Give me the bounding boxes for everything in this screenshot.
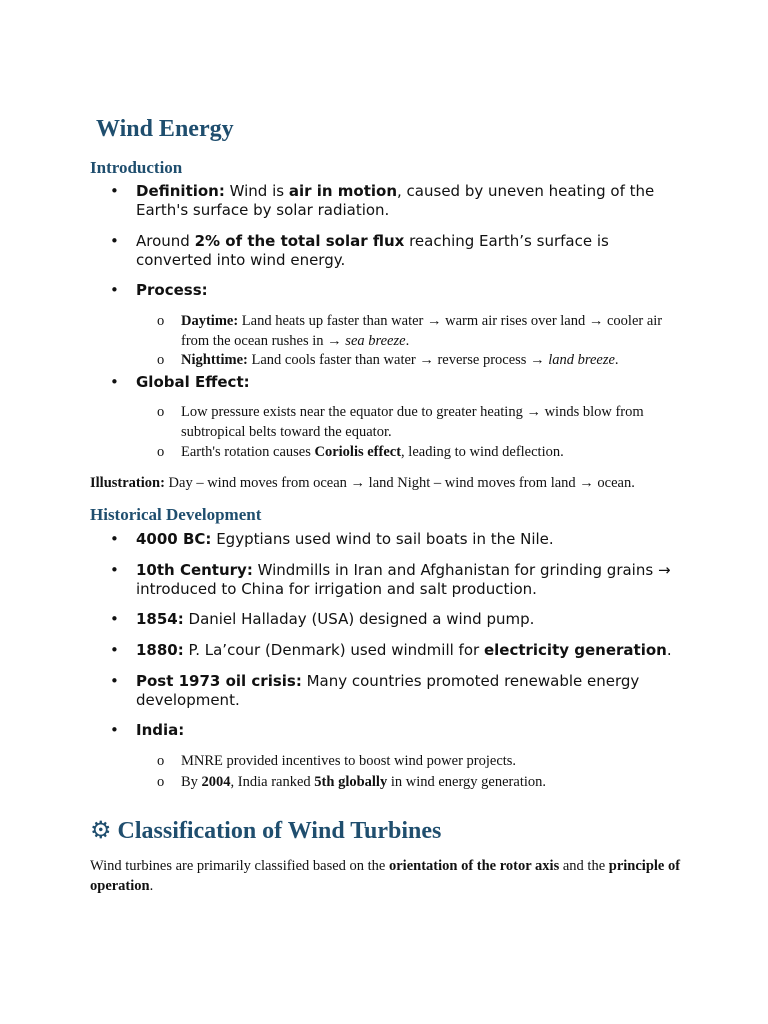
page-title: Wind Energy (96, 116, 234, 142)
bullet-marker: • (110, 232, 119, 250)
bullet-marker: • (110, 530, 119, 548)
sub-bullet-marker: o (157, 444, 165, 460)
list-item-text: 4000 BC: Egyptians used wind to sail boats in the Nile. (136, 530, 554, 548)
illustration-paragraph: Illustration: Day – wind moves from ocean → land Night – wind moves from land → ocean. (90, 475, 635, 491)
list-item-text: India: (136, 721, 185, 739)
classification-paragraph: Wind turbines are primarily classified based on the orientation of the rotor axis and the principle of operation. (90, 858, 681, 894)
list-item-text: Global Effect: (136, 373, 250, 391)
sub-bullet-marker: o (157, 753, 165, 769)
bullet-marker: • (110, 281, 119, 299)
list-item-text: Post 1973 oil crisis: Many countries promoted renewable energy development. (136, 672, 640, 709)
list-item-text: Around 2% of the total solar flux reaching Earth’s surface is converted into wind energy. (136, 232, 609, 269)
section-heading-introduction: Introduction (90, 158, 183, 177)
list-item-text: Process: (136, 281, 208, 299)
sub-item-text: Earth's rotation causes Coriolis effect, leading to wind deflection. (181, 444, 564, 460)
sub-bullet-marker: o (157, 404, 165, 420)
sub-item-text: Nighttime: Land cools faster than water → reverse process → land breeze. (181, 352, 619, 368)
list-item-text: 10th Century: Windmills in Iran and Afghanistan for grinding grains → introduced to China for irrigation and salt production. (136, 561, 671, 598)
bullet-marker: • (110, 182, 119, 200)
sub-item-text: By 2004, India ranked 5th globally in wind energy generation. (181, 774, 547, 790)
bullet-marker: • (110, 672, 119, 690)
list-item-text: 1880: P. La’cour (Denmark) used windmill for electricity generation. (136, 641, 672, 659)
bullet-marker: • (110, 641, 119, 659)
section-heading-historical-development: Historical Development (90, 505, 262, 524)
sub-bullet-marker: o (157, 774, 165, 790)
bullet-marker: • (110, 561, 119, 579)
section-heading-classification (90, 816, 441, 845)
sub-bullet-marker: o (157, 352, 165, 368)
list-item-text: Definition: Wind is air in motion, caused by uneven heating of the Earth's surface by solar radiation. (136, 182, 655, 219)
gear-icon: ⚙ (90, 816, 112, 844)
sub-item-text: MNRE provided incentives to boost wind power projects. (181, 753, 517, 769)
heading-text: Classification of Wind Turbines (117, 818, 442, 844)
sub-item-text: Low pressure exists near the equator due to greater heating → winds blow from subtropical belts toward the equator. (181, 404, 644, 440)
list-item-text: 1854: Daniel Halladay (USA) designed a wind pump. (136, 610, 535, 628)
bullet-marker: • (110, 610, 119, 628)
bullet-marker: • (110, 373, 119, 391)
bullet-marker: • (110, 721, 119, 739)
sub-item-text: Daytime: Land heats up faster than water → warm air rises over land → cooler air from the ocean rushes in → sea breeze. (181, 313, 663, 349)
sub-bullet-marker: o (157, 313, 165, 329)
